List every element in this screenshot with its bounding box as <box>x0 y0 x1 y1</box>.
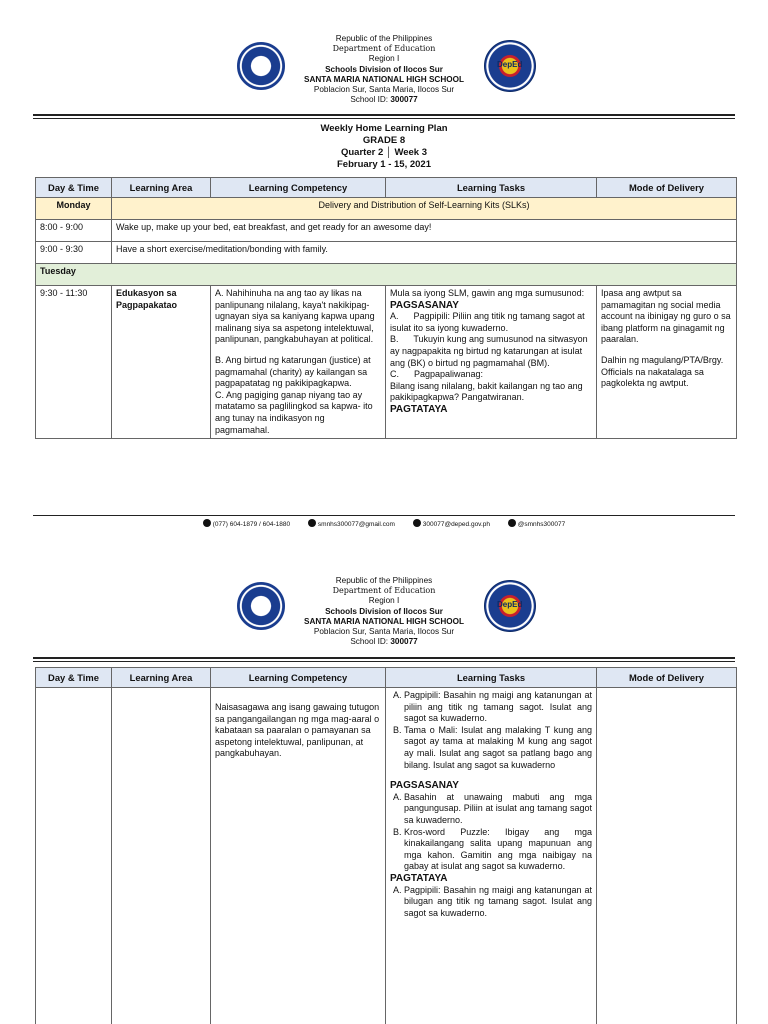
list-item: B. Kros-word Puzzle: Ibigay ang mga kinakailangang salita upang mapunuan ang mga kahon. Gamitin ang mga naibigay na gabay at isulat ang sagot sa kuwaderno. <box>404 827 592 873</box>
list-item: A. Basahin at unawaing mabuti ang mga pangungusap. Piliin at isulat ang tamang sagot sa kuwaderno. <box>404 792 592 827</box>
col-header: Mode of Delivery <box>597 668 737 688</box>
republic-line: Republic of the Philippines <box>335 34 433 43</box>
col-header: Learning Area <box>112 178 211 198</box>
address-line: Poblacion Sur, Santa Maria, Ilocos Sur <box>313 85 455 95</box>
time-cell: 9:30 - 11:30 <box>36 286 112 439</box>
tuesday-row <box>36 264 737 286</box>
table-row <box>36 688 737 1024</box>
tasks-cell <box>386 286 597 439</box>
table-row <box>36 220 737 242</box>
mode-offline: Dalhin ng magulang/PTA/Brgy. Officials na nakatalaga sa pagkolekta ng awtput. <box>601 354 724 389</box>
tasks-cell <box>386 688 597 1024</box>
time-cell: 8:00 - 9:00 <box>36 220 112 242</box>
time-cell: 9:00 - 9:30 <box>36 242 112 264</box>
monday-day: Monday <box>36 198 112 220</box>
footer-gmail: smnhs300077@gmail.com <box>308 521 395 528</box>
header-rule-thin <box>33 661 735 662</box>
competency-a: A. Nahihinuha na ang tao ay likas na panlipunang nilalang, kaya't nakikipag-ugnayan siya sa kaniyang kapwa upang malinang siya sa aspetong intelektuwal, panlipunan, pangkabuhayan at political. <box>215 288 375 345</box>
list-item: B. Tama o Mali: Isulat ang malaking T kung ang sagot ay tama at malaking M kung ang sagot ay mali. Isulat ang sagot sa patlang bago ang bilang. Isulat ang sagot sa kuwaderno <box>404 725 592 771</box>
task-item: C. Pagpapaliwanag: <box>390 369 484 380</box>
header-rule-thin <box>33 118 735 119</box>
tasks-heading: PAGSASANAY <box>390 299 459 311</box>
letterhead <box>0 0 768 105</box>
tuesday-day: Tuesday <box>36 264 737 286</box>
tasks-heading: PAGSASANAY <box>390 780 459 792</box>
table-header-row <box>36 178 737 198</box>
competency-c: C. Ang pagiging ganap niyang tao ay matatamo sa paglilingkod sa kapwa- ito ang tunay na indikasyon ng pagmamahal. <box>215 389 373 435</box>
footer-contacts <box>0 519 768 528</box>
letterhead-text <box>284 34 484 105</box>
col-header: Learning Competency <box>211 178 386 198</box>
list-item: A. Pagpipili: Basahin ng maigi ang katanungan at bilugan ang titik ng tamang sagot. Isulat ang sagot sa kuwaderno. <box>404 885 592 920</box>
competency-cell <box>211 688 386 1024</box>
letterhead-text: Republic of the Philippines Department of Education Region I Schools Division of Ilocos Sur SANTA MARIA NATIONAL HIGH SCHOOL Poblacion Sur, Santa Maria, Ilocos Sur School ID: 300077 <box>304 576 464 647</box>
col-header: Learning Area <box>112 668 211 688</box>
department-line: Department of Education <box>332 44 436 54</box>
division-line: Schools Division of Ilocos Sur <box>325 64 443 74</box>
deped-logo-icon: DepEd <box>484 40 536 92</box>
table-row <box>36 242 737 264</box>
mode-online: Ipasa ang awtput sa pamamagitan ng social media account na ibinigay ng guro o sa ibang platform na ginagamit ng paaralan. <box>601 288 731 345</box>
letterhead <box>0 568 768 648</box>
tasks-intro: Mula sa iyong SLM, gawin ang mga sumusunod: <box>390 288 585 298</box>
facebook-icon <box>508 519 516 527</box>
header-rule <box>33 114 735 116</box>
competency-text: Naisasagawa ang isang gawaing tutugon sa pangangailangan ng mga mag-aaral o kabataan sa paaralan o pamayanan sa aspetong intelektuwal, panlipunan, at pangkabuhayan. <box>215 702 380 759</box>
table-header-row <box>36 668 737 688</box>
activity-cell: Wake up, make up your bed, eat breakfast, and get ready for an awesome day! <box>112 220 737 242</box>
monday-row <box>36 198 737 220</box>
col-header: Learning Tasks <box>386 668 597 688</box>
list-item: A. Pagpipili: Basahin ng maigi ang katanungan at piliin ang titik ng tamang sagot. Isulat ang sagot sa kuwaderno. <box>404 690 592 725</box>
table-row <box>36 286 737 439</box>
school-id-line: School ID: 300077 <box>350 95 418 105</box>
plan-quarter: Quarter 2 │ Week 3 <box>340 147 428 158</box>
task-list <box>390 885 592 920</box>
task-list <box>390 690 592 771</box>
tasks-heading: PAGTATAYA <box>390 872 448 884</box>
footer-facebook: @smnhs300077 <box>508 521 565 528</box>
plan-grade: GRADE 8 <box>362 135 406 146</box>
competency-b: B. Ang birtud ng katarungan (justice) at pagmamahal (charity) ay kailangan sa pagpapatatag ng pakikipagkapwa. <box>215 354 371 389</box>
col-header: Day & Time <box>36 668 112 688</box>
plan-title-block <box>0 123 768 171</box>
plan-dates: February 1 - 15, 2021 <box>337 159 431 170</box>
learning-area-cell <box>112 688 211 1024</box>
phone-icon <box>203 519 211 527</box>
competency-cell <box>211 286 386 439</box>
task-list <box>390 792 592 873</box>
monday-activity: Delivery and Distribution of Self-Learning Kits (SLKs) <box>112 198 737 220</box>
time-cell <box>36 688 112 1024</box>
mode-cell <box>597 688 737 1024</box>
col-header: Mode of Delivery <box>597 178 737 198</box>
task-item: A. Pagpipili: Piliin ang titik ng tamang sagot at isulat ito sa iyong kuwaderno. <box>390 311 588 333</box>
learning-area-cell: Edukasyon sa Pagpapakatao <box>112 286 211 439</box>
tasks-heading: PAGTATAYA <box>390 403 448 415</box>
task-item: B. Tukuyin kung ang sumusunod na sitwasyon ay nagpapakita ng birtud ng katarungan at isulat ang (BK) o birtud ng pagmamahal (BM). <box>390 334 591 368</box>
email-icon <box>413 519 421 527</box>
learning-plan-table <box>35 177 737 439</box>
deped-seal-icon <box>237 582 285 630</box>
plan-title: Weekly Home Learning Plan <box>320 123 448 134</box>
footer-deped-email: 300077@deped.gov.ph <box>413 521 490 528</box>
region-line: Region I <box>368 54 400 64</box>
mode-cell <box>597 286 737 439</box>
col-header: Learning Tasks <box>386 178 597 198</box>
learning-plan-table-continued <box>35 667 737 1024</box>
page-2 <box>0 568 768 1024</box>
mail-icon <box>308 519 316 527</box>
deped-seal-icon <box>237 42 285 90</box>
col-header: Day & Time <box>36 178 112 198</box>
col-header: Learning Competency <box>211 668 386 688</box>
footer-rule <box>33 515 735 516</box>
school-name: SANTA MARIA NATIONAL HIGH SCHOOL <box>304 74 464 84</box>
task-item-body: Bilang isang nilalang, bakit kailangan ng tao ang pakikipagkapwa? Pangatwiranan. <box>390 380 583 403</box>
footer-phone: (077) 604-1879 / 604-1880 <box>203 521 290 528</box>
header-rule <box>33 657 735 659</box>
deped-logo-icon: DepEd <box>484 580 536 632</box>
activity-cell: Have a short exercise/meditation/bonding with family. <box>112 242 737 264</box>
